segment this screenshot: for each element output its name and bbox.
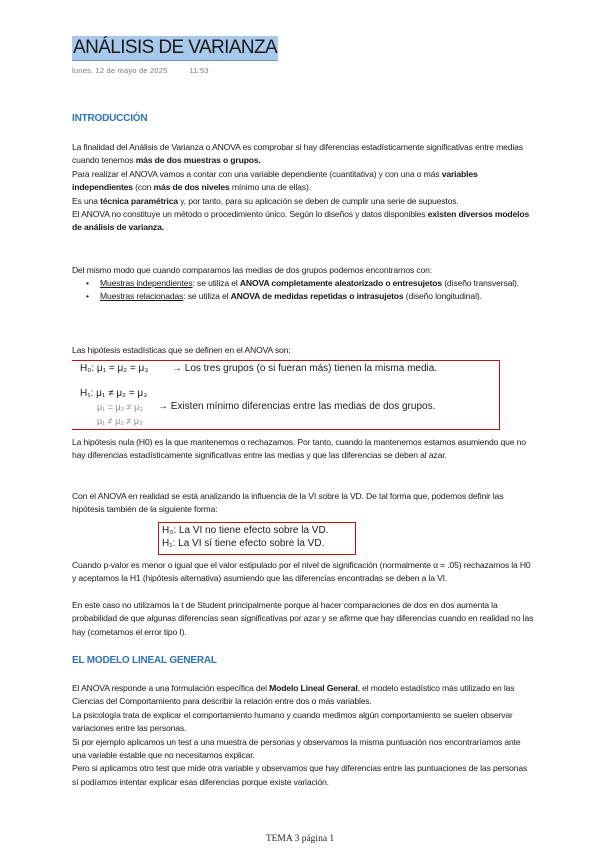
paragraph: La psicología trata de explicar el comportamiento humano y cuando medimos algún comportamiento se suelen observar variaciones entre las personas. xyxy=(72,709,513,734)
h1-description: → Existen mínimo diferencias entre las medias de dos grupos. xyxy=(158,401,436,412)
paragraph: Cuando p-valor es menor o igual que el valor estipulado por el nivel de significación (normalmente α = .05) rechazamos la H0 y aceptamos la H1 (hipótesis alternativa) asumiendo que las diferencias encontradas se deben a la VI. xyxy=(72,560,531,584)
paragraph: Para realizar el ANOVA vamos a contar con una variable dependiente (cuantitativa) y con una o más variables independientes (con más de dos niveles mínimo una de ellas). xyxy=(72,168,478,193)
paragraph: Con el ANOVA en realidad se está analizando la influencia de la VI sobre la VD. De tal forma que, podemos definir las hipótesis también de la siguiente forma: xyxy=(72,491,504,515)
paragraph: Es una técnica paramétrica y, por tanto, para su aplicación se deben de cumplir una serie de supuestos. xyxy=(72,195,459,206)
vi-h1: H₁: La VI sí tiene efecto sobre la VD. xyxy=(162,538,325,549)
page-title: ANÁLISIS DE VARIANZA xyxy=(72,36,278,61)
paragraph: La hipótesis nula (H0) es la que mantenemos o rechazamos. Por tanto, cuando la mantenemos estamos asumiendo que no hay diferencias estadísticamente significativas entre las medias y que las diferencias se deben al azar. xyxy=(72,437,526,461)
h0-description: → Los tres grupos (o si fueran más) tienen la misma media. xyxy=(172,363,438,374)
paragraph: Las hipótesis estadísticas que se definen en el ANOVA son: xyxy=(72,345,291,355)
list-item: • Muestras relacionadas: se utiliza el ANOVA de medidas repetidas o intrasujetos (diseño longitudinal). xyxy=(82,290,534,303)
bullet-icon: • xyxy=(86,278,89,288)
bullet-list xyxy=(82,277,534,304)
paragraph: La finalidad del Análisis de Varianza o ANOVA es comprobar si hay diferencias estadísticamente significativas entre medias cuando tenemos más de dos muestras o grupos. xyxy=(72,142,523,166)
paragraph: El ANOVA no constituye un método o procedimiento único. Según lo diseños y datos disponibles existen diversos modelos de análisis de varianza. xyxy=(72,209,530,233)
time-text: 11:53 xyxy=(189,66,209,75)
date-text: lunes, 12 de mayo de 2025 xyxy=(72,66,168,75)
page-footer: TEMA 3 página 1 xyxy=(265,834,335,844)
section-heading-mlg: EL MODELO LINEAL GENERAL xyxy=(72,655,217,666)
page-date xyxy=(72,66,209,75)
h0-formula: H₀: μ₁ = μ₂ = μ₃ xyxy=(80,363,149,374)
vi-h0: H₀: La VI no tiene efecto sobre la VD. xyxy=(162,525,329,536)
section-heading-intro: INTRODUCCIÓN xyxy=(72,113,148,124)
paragraph: Del mismo modo que cuando comparamos las medias de dos grupos podemos encontrarnos con: xyxy=(72,265,433,275)
paragraph: En este caso no utilizamos la t de Student principalmente porque al hacer comparaciones de dos en dos aumenta la probabilidad de que algunas diferencias sean significativas por azar y se afirme que hay diferencias cuando en realidad no las hay (cometamos el error tipo I). xyxy=(72,600,534,637)
paragraph: Si por ejemplo aplicamos un test a una muestra de personas y observamos la misma puntuación nos encontraríamos ante una variable estable que no necesitamos explicar. xyxy=(72,736,521,761)
list-item: • Muestras independientes: se utiliza el ANOVA completamente aleatorizado o entresujetos (diseño transversal). xyxy=(82,277,534,290)
intro-paragraphs xyxy=(72,141,534,235)
h1-formula-line2: μ₁ = μ₂ ≠ μ₃ xyxy=(97,402,143,412)
h1-formula-line3: μ₁ ≠ μ₂ ≠ μ₃ xyxy=(97,416,143,426)
paragraph: El ANOVA responde a una formulación específica del Modelo Lineal General, el modelo estadístico más utilizado en las Ciencias del Comportamiento para describir la relación entre dos o más variables. xyxy=(72,683,515,707)
h1-formula: H₁: μ₁ ≠ μ₂ = μ₃ xyxy=(80,388,148,399)
bullet-icon: • xyxy=(86,291,89,302)
mlg-paragraphs xyxy=(72,682,534,789)
paragraph: Pero si aplicamos otro test que mide otra variable y observamos que hay diferencias entre las puntuaciones de las personas sí podíamos intentar explicar esas diferencias porque existe variación. xyxy=(72,763,528,787)
